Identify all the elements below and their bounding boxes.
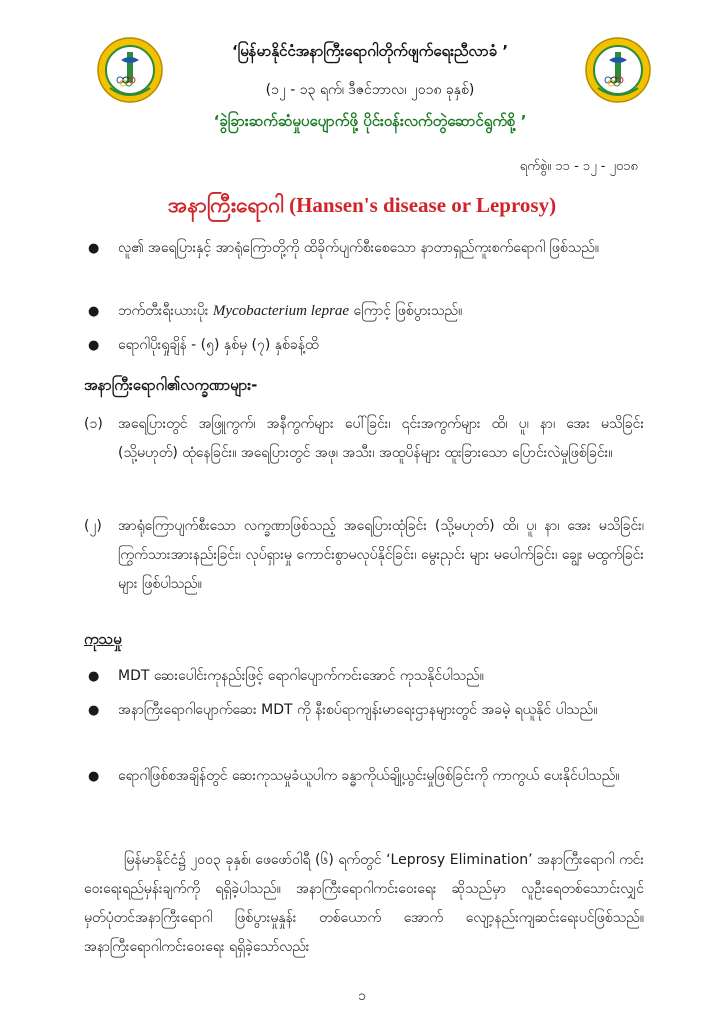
document-date: ရက်စွဲ။ ၁၁ - ၁၂ - ၂၀၁၈ bbox=[519, 159, 638, 174]
item-text: အရေပြားတွင် အဖြူကွက်၊ အနီကွက်များ ပေါ်ခြင်း၊ ၎င်းအကွက်များ ထိ၊ ပူ၊ နာ၊ အေး မသိခြင်း (သို့မဟုတ်) ထုံနေခြင်း။ အရေပြားတွင် အဖု၊ အသီး၊ အထူပိန်များ ထူးခြားသော ပြောင်းလဲမှုဖြစ်ခြင်း။ bbox=[118, 416, 644, 461]
intro-bullet-1 bbox=[84, 234, 644, 263]
conference-title: ‘မြန်မာနိုင်ငံအနာကြီးရောဂါတိုက်ဖျက်ရေးညီလာခံ ’ bbox=[231, 42, 509, 60]
bullet-icon: ● bbox=[88, 703, 100, 718]
ministry-logo-left bbox=[96, 36, 164, 104]
intro-bullet-2 bbox=[84, 297, 644, 326]
item-text: အာရုံကြောပျက်စီးသော လက္ခဏာဖြစ်သည့် အရေပြားထုံခြင်း (သို့မဟုတ်) ထိ၊ ပူ၊ နာ၊ အေး မသိခြင်း၊ ကြွက်သားအားနည်းခြင်း၊ လုပ်ရှားမှု ကောင်းစွာမလုပ်နိုင်ခြင်း၊ မွေးညှင်း များ မပေါက်ခြင်း၊ ချွေး မထွက်ခြင်းများ ဖြစ်ပါသည်။ bbox=[118, 518, 644, 592]
bullet-text-post: ကြောင့် ဖြစ်ပွားသည်။ bbox=[349, 303, 463, 319]
item-number: (၂) bbox=[84, 518, 102, 534]
treatment-heading: ကုသမှု bbox=[84, 630, 122, 648]
treatment-bullet-2 bbox=[84, 696, 644, 725]
treatment-bullet-3 bbox=[84, 762, 644, 791]
symptom-item-1 bbox=[84, 410, 644, 468]
bullet-text: ရောဂါဖြစ်စအချိန်တွင် ဆေးကုသမှုခံယူပါက ခန္ဓာကိုယ်ချို့ယွင်းမှုဖြစ်ခြင်းကို ကာကွယ် ပေးနိုင်ပါသည်။ bbox=[118, 768, 620, 784]
bullet-icon: ● bbox=[88, 241, 100, 256]
bullet-icon: ● bbox=[88, 669, 100, 684]
bullet-text: လူ၏ အရေပြားနှင့် အာရုံကြောတို့ကို ထိခိုက်ပျက်စီးစေသော နာတာရှည်ကူးစက်ရောဂါ ဖြစ်သည်။ bbox=[118, 240, 600, 256]
intro-bullet-3 bbox=[84, 331, 644, 360]
bullet-text: MDT ဆေးပေါင်းကုနည်းဖြင့် ရောဂါပျောက်ကင်းအောင် ကုသနိုင်ပါသည်။ bbox=[118, 668, 484, 684]
ministry-logo-right bbox=[584, 36, 652, 104]
bacteria-name: Mycobacterium leprae bbox=[212, 303, 350, 319]
page-number: ၁ bbox=[358, 988, 366, 1004]
body-paragraph: မြန်မာနိုင်ငံ၌ ၂၀၀၃ ခုနှစ်၊ ဖေဖော်ဝါရီ (၆) ရက်တွင် ‘Leprosy Elimination’ အနာကြီးရောဂါ ကင်းဝေးရေးရည်မှန်းချက်ကို ရရှိခဲ့ပါသည်။ အနာကြီးရောဂါကင်းဝေးရေး ဆိုသည်မှာ လူဦးရေတစ်သောင်းလျှင် မှတ်ပုံတင်အနာကြီးရောဂါ ဖြစ်ပွားမှုနှုန်း တစ်ယောက် အောက် လျော့နည်းကျဆင်းရေးပင်ဖြစ်သည်။ အနာကြီးရောဂါကင်းဝေးရေး ရရှိခဲ့သော်လည်း bbox=[84, 852, 644, 955]
conference-slogan: ‘ခွဲခြားဆက်ဆံမှုပပျောက်ဖို့ ပိုင်းဝန်းလက်တွဲဆောင်ရွက်စို့ ’ bbox=[213, 112, 527, 130]
conference-dates: (၁၂ - ၁၃ ရက်၊ ဒီဇင်ဘာလ၊ ၂၀၁၈ ခုနှစ်) bbox=[265, 82, 475, 98]
symptom-item-2 bbox=[84, 512, 644, 599]
bullet-text: ရောဂါပိုးရှုချိန် - (၅) နှစ်မှ (၇) နှစ်ခန့်ထိ bbox=[118, 337, 319, 353]
page-title: အနာကြီးရောဂါ (Hansen's disease or Leprosy) bbox=[167, 193, 557, 217]
bullet-text: အနာကြီးရောဂါပျောက်ဆေး MDT ကို နီးစပ်ရာကျန်းမာရေးဌာနများတွင် အခမဲ့ ရယူနိုင် ပါသည်။ bbox=[118, 702, 598, 718]
bullet-icon: ● bbox=[88, 769, 100, 784]
bullet-icon: ● bbox=[88, 304, 100, 319]
bullet-text-pre: ဘက်တီးရီးယားပိုး bbox=[118, 303, 213, 319]
symptoms-heading: အနာကြီးရောဂါ၏လက္ခဏာများ- bbox=[84, 376, 258, 394]
bullet-icon: ● bbox=[88, 338, 100, 353]
treatment-bullet-1 bbox=[84, 662, 644, 691]
item-number: (၁) bbox=[84, 416, 103, 432]
